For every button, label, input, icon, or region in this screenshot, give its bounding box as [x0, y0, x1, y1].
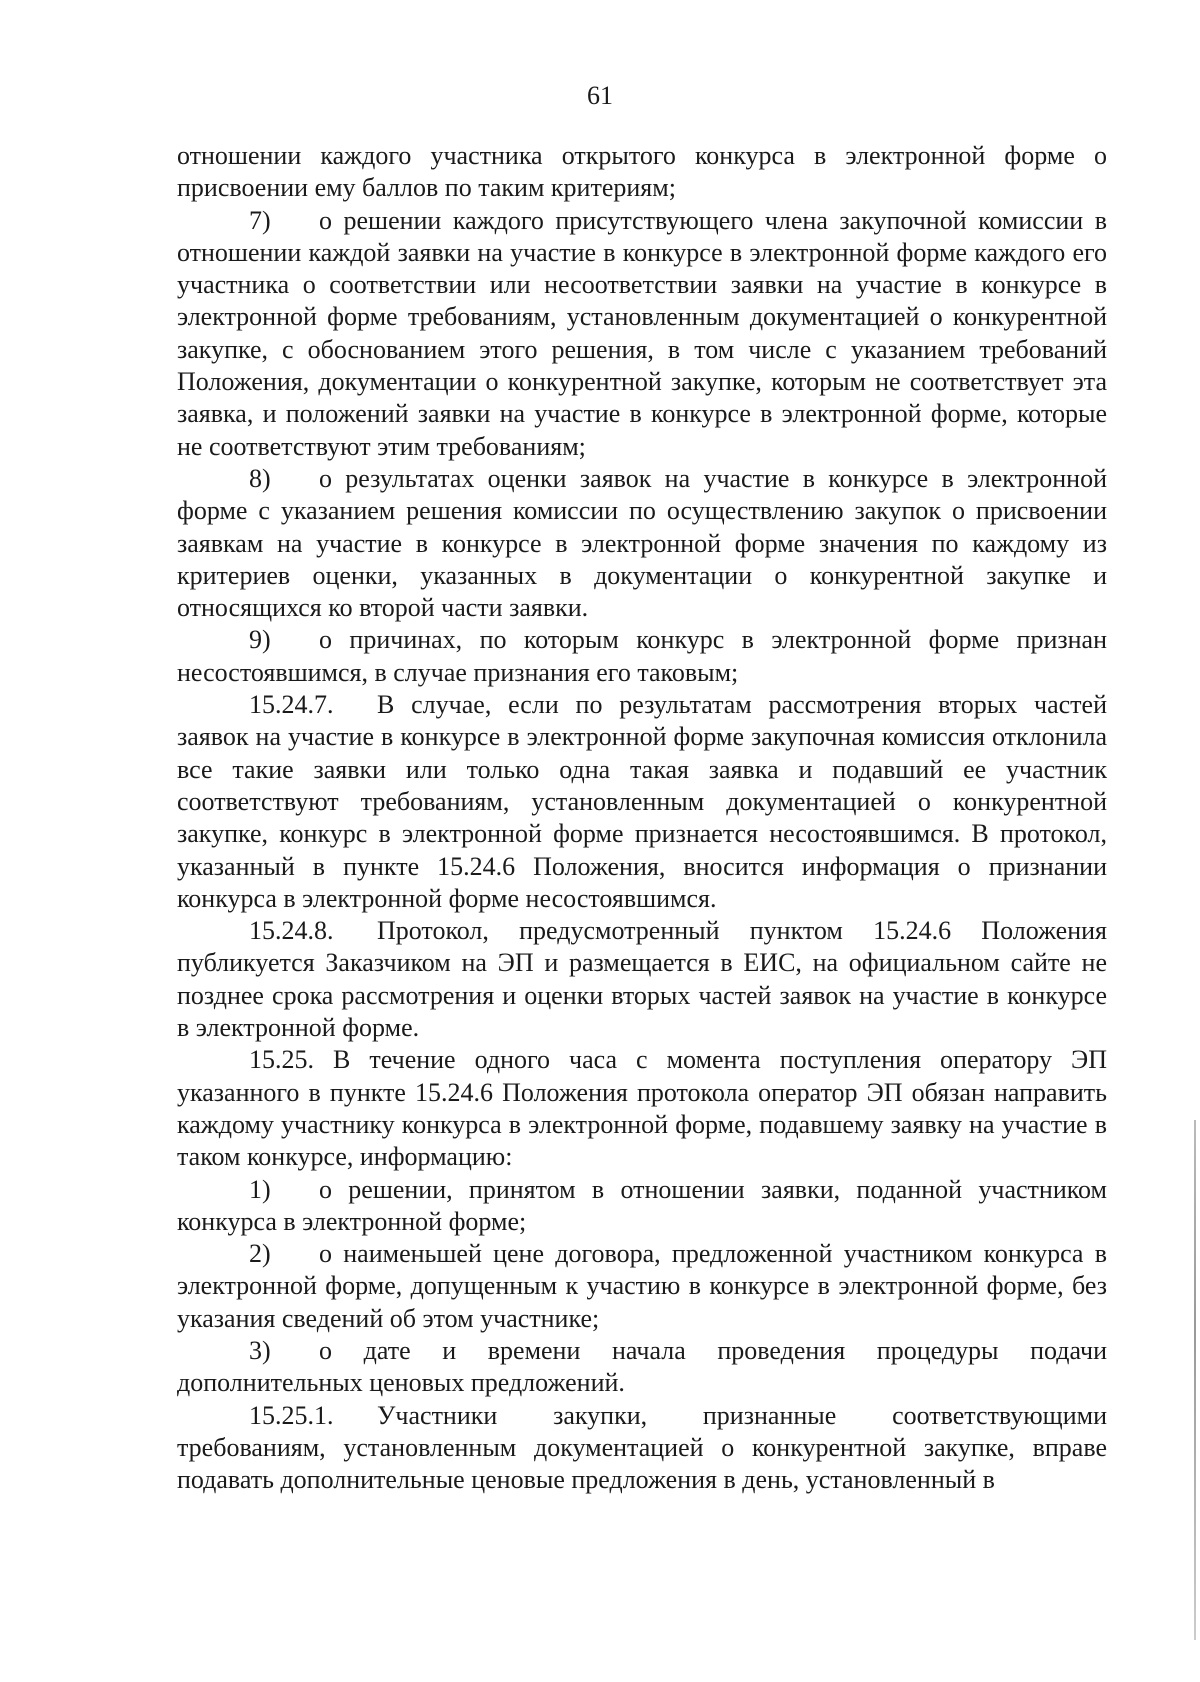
clause-15-25-1 [177, 1400, 1107, 1497]
list-item-3 [177, 1335, 1107, 1400]
list-number: 2) [249, 1239, 271, 1269]
list-item-1 [177, 1174, 1107, 1239]
document-body [177, 140, 1107, 1496]
list-item-9 [177, 624, 1107, 689]
paragraph-text: В случае, если по результатам рассмотрения вторых частей заявок на участие в конкурсе в электронной форме закупочная комиссия отклонила все такие заявки или только одна такая заявка и подавший ее участник соответствуют требованиям, установленным документацией о конкурентной закупке, конкурс в электронной форме признается несостоявшимся. В протокол, указанный в пункте 15.24.6 Положения, вносится информация о признании конкурса в электронной форме несостоявшимся. [177, 690, 1107, 913]
list-number: 9) [249, 625, 271, 655]
list-number: 3) [249, 1335, 271, 1365]
paragraph-text: Протокол, предусмотренный пунктом 15.24.6 Положения публикуется Заказчиком на ЭП и размещается в ЕИС, на официальном сайте не позднее срока рассмотрения и оценки вторых частей заявок на участие в конкурсе в электронной форме. [177, 916, 1107, 1043]
paragraph-text: о решении, принятом в отношении заявки, поданной участником конкурса в электронной форме; [177, 1174, 1107, 1236]
paragraph-text: Участники закупки, признанные соответствующими требованиям, установленным документацией о конкурентной закупке, вправе подавать дополнительные ценовые предложения в день, установленный в [177, 1400, 1107, 1495]
clause-number: 15.24.7. [249, 690, 334, 720]
paragraph-text: о наименьшей цене договора, предложенной участником конкурса в электронной форме, допущенным к участию в конкурсе в электронной форме, без указания сведений об этом участнике; [177, 1239, 1107, 1333]
clause-number: 15.24.8. [249, 916, 334, 946]
paragraph-text: о дате и времени начала проведения процедуры подачи дополнительных ценовых предложений. [177, 1335, 1107, 1398]
paragraph-text: отношении каждого участника открытого конкурса в электронной форме о присвоении ему баллов по таким критериям; [177, 141, 1107, 203]
paragraph-text: 15.25. В течение одного часа с момента поступления оператору ЭП указанного в пункте 15.24.6 Положения протокола оператор ЭП обязан направить каждому участнику конкурса в электронной форме, подавшему заявку на участие в таком конкурсе, информацию: [177, 1045, 1107, 1172]
paragraph-text: о результатах оценки заявок на участие в конкурсе в электронной форме с указанием решения комиссии по осуществлению закупок о присвоении заявкам на участие в конкурсе в электронной форме значения по каждому из критериев оценки, указанных в документации о конкурентной закупке и относящихся ко второй части заявки. [177, 463, 1107, 623]
clause-number: 15.25.1. [249, 1400, 334, 1430]
clause-15-25 [177, 1044, 1107, 1173]
list-number: 1) [249, 1174, 271, 1204]
clause-15-24-7 [177, 689, 1107, 915]
list-item-8 [177, 463, 1107, 624]
scan-edge-line [1194, 1120, 1196, 1640]
list-number: 7) [249, 205, 271, 235]
paragraph-continuation [177, 140, 1107, 205]
page-number: 61 [587, 81, 613, 110]
clause-15-24-8 [177, 915, 1107, 1044]
list-number: 8) [249, 463, 271, 493]
paragraph-text: о решении каждого присутствующего члена закупочной комиссии в отношении каждой заявки на участие в конкурсе в электронной форме каждого его участника о соответствии или несоответствии заявки на участие в конкурсе в электронной форме требованиям, установленным документацией о конкурентной закупке, с обоснованием этого решения, в том числе с указанием требований Положения, документации о конкурентной закупке, которым не соответствует эта заявка, и положений заявки на участие в конкурсе в электронной форме, которые не соответствуют этим требованиям; [177, 205, 1107, 461]
paragraph-text: о причинах, по которым конкурс в электронной форме признан несостоявшимся, в случае признания его таковым; [177, 625, 1107, 687]
list-item-2 [177, 1238, 1107, 1335]
list-item-7 [177, 205, 1107, 463]
